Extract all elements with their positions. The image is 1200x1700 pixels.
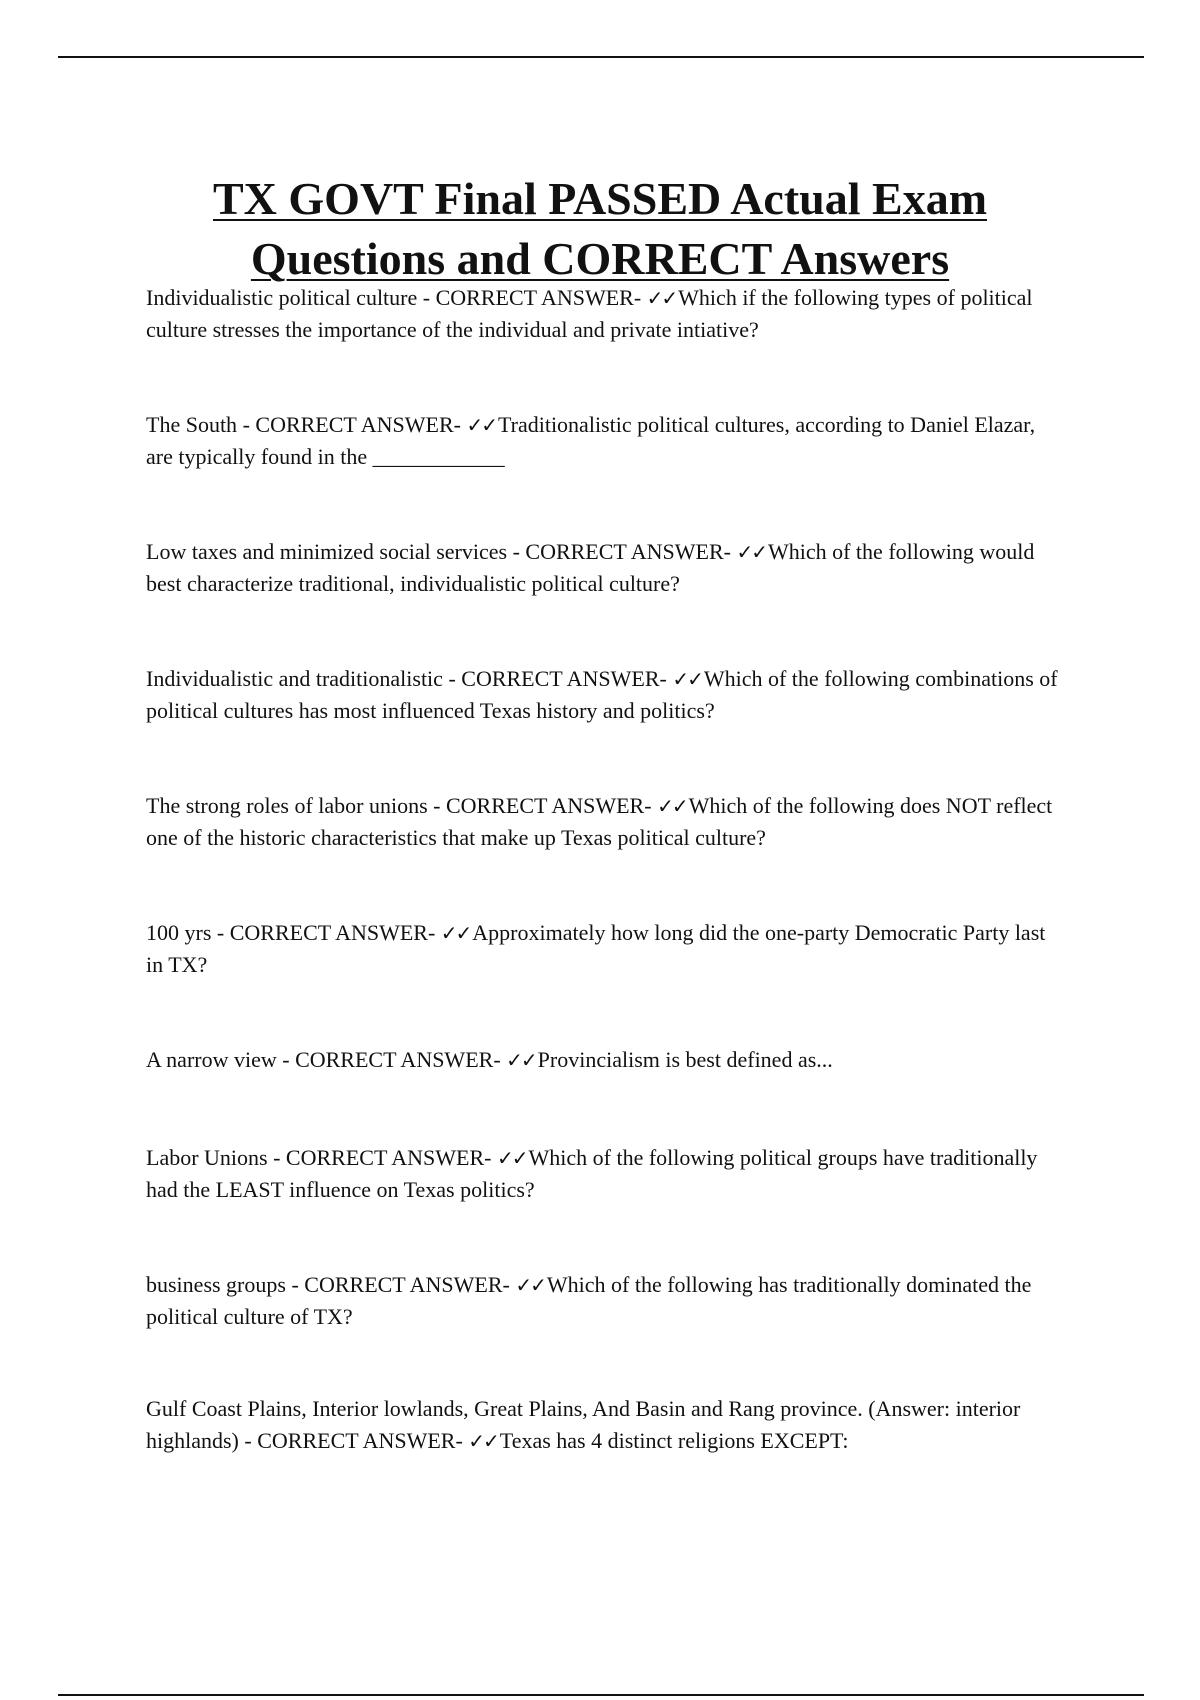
- answer-separator: - CORRECT ANSWER-: [238, 1428, 469, 1453]
- check-icon: ✓✓: [515, 1273, 545, 1297]
- qa-item: [146, 409, 1066, 473]
- answer-separator: - CORRECT ANSWER-: [237, 412, 467, 437]
- check-icon: ✓✓: [672, 667, 702, 691]
- check-icon: ✓✓: [646, 286, 677, 310]
- answer-text: 100 yrs: [146, 920, 212, 945]
- answer-separator: - CORRECT ANSWER-: [507, 539, 737, 564]
- answer-separator: - CORRECT ANSWER-: [285, 1272, 516, 1297]
- answer-separator: - CORRECT ANSWER-: [427, 793, 658, 818]
- qa-item: [146, 1393, 1066, 1457]
- top-rule: [58, 56, 1144, 58]
- answer-text: The strong roles of labor unions: [146, 793, 428, 818]
- question-text: Which of the following does NOT reflect one of the historic characteristics that make up Texas political culture?: [146, 793, 1053, 850]
- answer-text: Individualistic political culture: [146, 285, 418, 310]
- question-text: Which if the following types of political culture stresses the importance of the individual and private intiative?: [146, 285, 1033, 342]
- qa-item: [146, 790, 1066, 854]
- answer-text: Gulf Coast Plains, Interior lowlands, Great Plains, And Basin and Rang province. (Answer: interior highlands): [146, 1396, 1021, 1453]
- check-icon: ✓✓: [466, 413, 496, 437]
- qa-item: [146, 1269, 1066, 1333]
- question-text: Traditionalistic political cultures, according to Daniel Elazar, are typically found in the ____________: [146, 412, 1036, 469]
- answer-separator: - CORRECT ANSWER-: [442, 666, 673, 691]
- title-line-2: Questions and CORRECT Answers: [250, 232, 950, 284]
- question-text: Which of the following has traditionally dominated the political culture of TX?: [146, 1272, 1032, 1329]
- question-text: Which of the following would best characterize traditional, individualistic political culture?: [146, 539, 1035, 596]
- answer-text: business groups: [146, 1272, 286, 1297]
- answer-separator: - CORRECT ANSWER-: [267, 1145, 497, 1170]
- check-icon: ✓✓: [657, 794, 687, 818]
- check-icon: ✓✓: [440, 921, 471, 945]
- title-line-1: TX GOVT Final PASSED Actual Exam: [212, 172, 988, 224]
- answer-separator: - CORRECT ANSWER-: [417, 285, 647, 310]
- answer-text: A narrow view: [146, 1047, 277, 1072]
- qa-item: [146, 917, 1066, 981]
- bottom-rule: [58, 1694, 1144, 1696]
- answer-text: Low taxes and minimized social services: [146, 539, 508, 564]
- question-text: Texas has 4 distinct religions EXCEPT:: [499, 1428, 849, 1453]
- answer-text: Individualistic and traditionalistic: [146, 666, 443, 691]
- question-text: Which of the following political groups have traditionally had the LEAST influence on Texas politics?: [146, 1145, 1038, 1202]
- question-text: Provincialism is best defined as...: [537, 1047, 833, 1072]
- answer-text: The South: [146, 412, 238, 437]
- check-icon: ✓✓: [468, 1429, 498, 1453]
- question-text: Approximately how long did the one-party Democratic Party last in TX?: [146, 920, 1046, 977]
- answer-text: Labor Unions: [146, 1145, 268, 1170]
- qa-item: [146, 536, 1066, 600]
- qa-item: [146, 1142, 1066, 1206]
- answer-separator: - CORRECT ANSWER-: [276, 1047, 507, 1072]
- answer-separator: - CORRECT ANSWER-: [211, 920, 441, 945]
- check-icon: ✓✓: [496, 1146, 527, 1170]
- document-title: [60, 169, 1140, 289]
- check-icon: ✓✓: [736, 540, 766, 564]
- check-icon: ✓✓: [506, 1048, 536, 1072]
- qa-item: [146, 663, 1066, 727]
- question-text: Which of the following combinations of political cultures has most influenced Texas history and politics?: [146, 666, 1058, 723]
- qa-item: [146, 282, 1066, 346]
- qa-item: [146, 1044, 1066, 1076]
